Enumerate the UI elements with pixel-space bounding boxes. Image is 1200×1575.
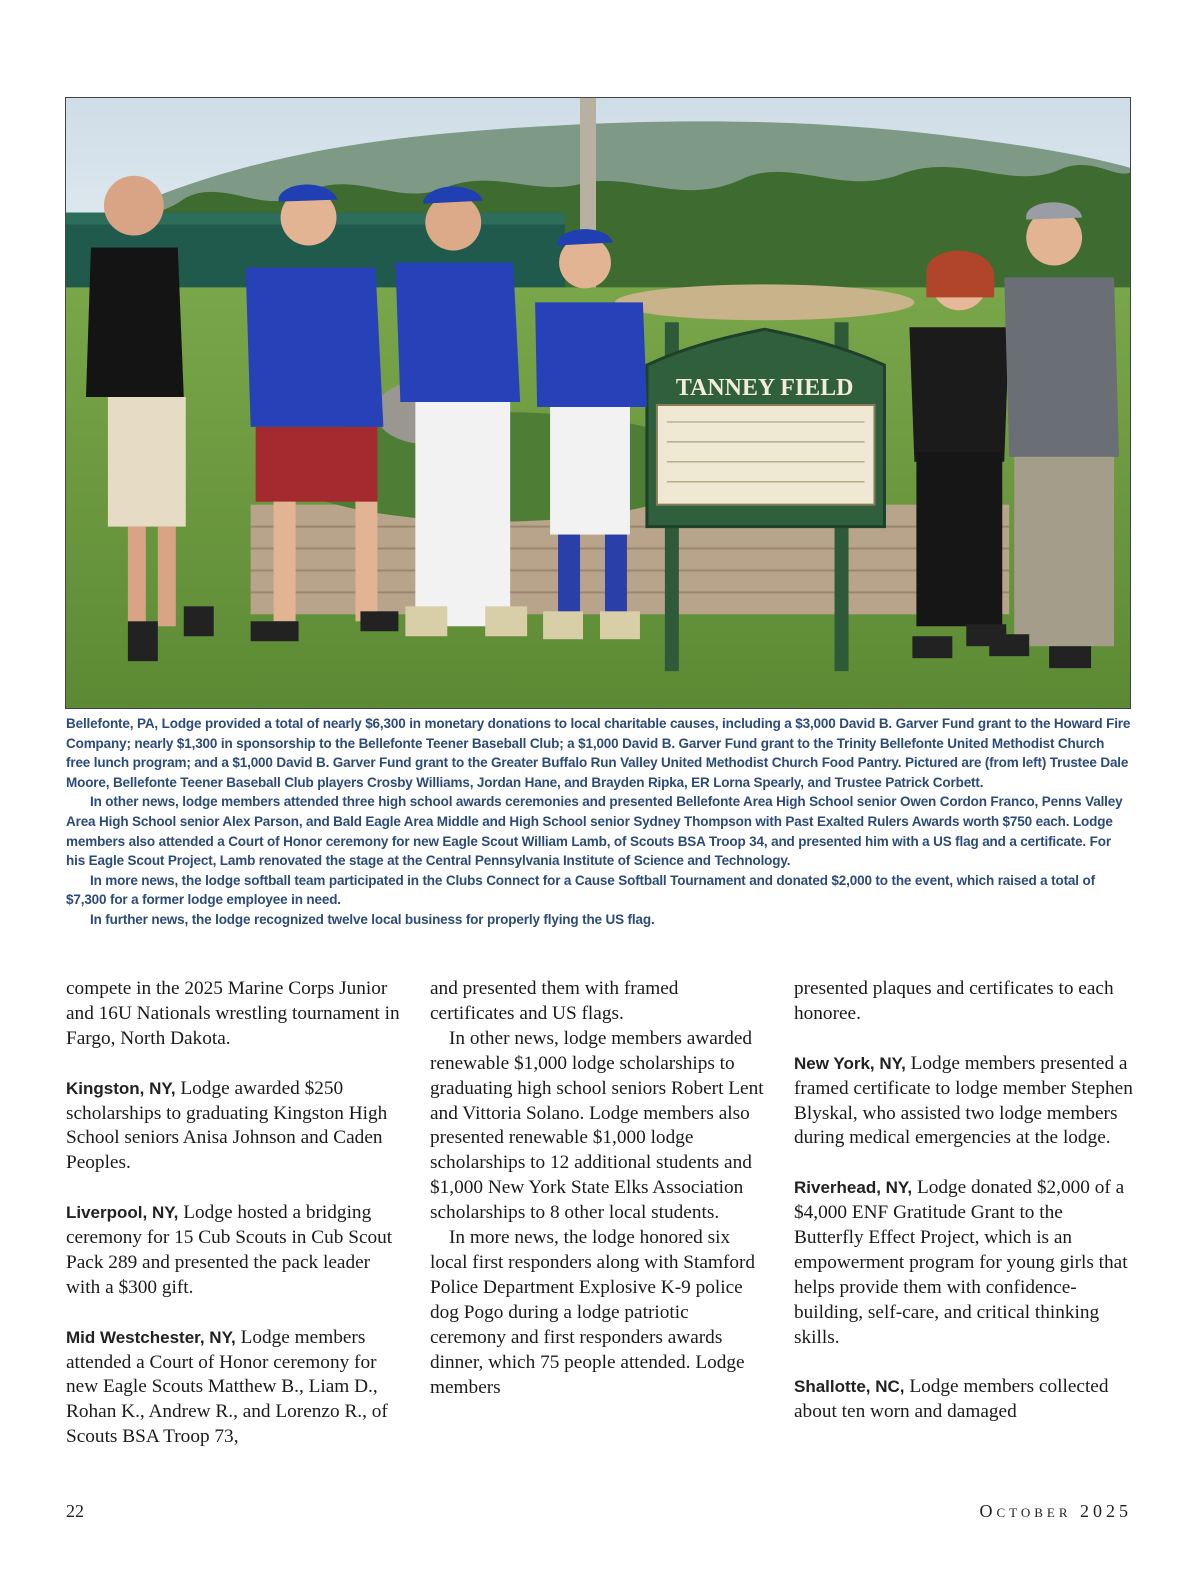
page-number: 22 xyxy=(66,1501,84,1521)
text-mid-westchester: Lodge members attended a Court of Honor ceremony for new Eagle Scouts Matthew B., Liam D., Rohan K., Andrew R., and Lorenzo R., of Scouts BSA Troop 73, xyxy=(66,1326,388,1448)
entry-new-york xyxy=(794,1052,1134,1152)
entry-kingston xyxy=(66,1077,406,1177)
entry-liverpool xyxy=(66,1201,406,1301)
col2-paragraph-2: In other news, lodge members awarded renewable $1,000 lodge scholarships to graduating high school seniors Robert Lent and Vittoria Solano. Lodge members also presented renewable $1,000 lodge scholarships to 12 additional students and $1,000 New York State Elks Association scholarships to 8 other local students. xyxy=(430,1027,764,1224)
column-1 xyxy=(66,977,406,1450)
caption-paragraph-2: In other news, lodge members attended three high school awards ceremonies and presented Bellefonte Area High School senior Owen Cordon Franco, Penns Valley Area High School senior Alex Parson, and Bald Eagle Area Middle and High School senior Sydney Thompson with Past Exalted Rulers Awards worth $750 each. Lodge members also attended a Court of Honor ceremony for new Eagle Scout William Lamb, of Scouts BSA Troop 34, and presented him with a US flag and a certificate. For his Eagle Scout Project, Lamb renovated the stage at the Central Pennsylvania Institute of Science and Technology. xyxy=(66,794,1123,869)
caption-paragraph-3: In more news, the lodge softball team participated in the Clubs Connect for a Cause Softball Tournament and donated $2,000 to the event, which raised a total of $7,300 for a former lodge employee in need. xyxy=(66,872,1095,908)
text-riverhead: Lodge donated $2,000 of a $4,000 ENF Gratitude Grant to the Butterfly Effect Project, which is an empowerment program for young girls that helps provide them with confidence-building, self-care, and critical thinking skills. xyxy=(794,1177,1128,1348)
dateline-riverhead: Riverhead, NY, xyxy=(794,1178,913,1198)
column-3 xyxy=(794,977,1134,1425)
text-kingston: Lodge awarded $250 scholarships to graduating Kingston High School seniors Anisa Johnson and Caden Peoples. xyxy=(66,1077,388,1174)
photo-illustration xyxy=(66,98,1130,708)
dateline-mid-westchester: Mid Westchester, NY, xyxy=(66,1327,236,1347)
sign-title: TANNEY FIELD xyxy=(675,375,854,402)
dateline-shallotte: Shallotte, NC, xyxy=(794,1377,905,1397)
caption-paragraph-1 xyxy=(66,714,1132,792)
caption-paragraph-4: In further news, the lodge recognized twelve local business for properly flying the US flag. xyxy=(90,911,655,927)
caption-text-1: Lodge provided a total of nearly $6,300 in monetary donations to local charitable causes, including a $3,000 David B. Garver Fund grant to the Howard Fire Company; nearly $1,300 in sponsorship to the Bellefonte Teener Baseball Club; a $1,000 David B. Garver Fund grant to the Trinity Bellefonte United Methodist Church free lunch program; and a $1,000 David B. Garver Fund grant to the Greater Buffalo Run Valley United Methodist Church Food Pantry. Pictured are (from left) Trustee Dale Moore, Bellefonte Teener Baseball Club players Crosby Williams, Jordan Hane, and Brayden Ripka, ER Lorna Spearly, and Trustee Patrick Corbett. xyxy=(66,716,1131,790)
photo-caption xyxy=(66,714,1132,930)
text-new-york: Lodge members presented a framed certificate to lodge member Stephen Blyskal, who assisted two lodge members during medical emergencies at the lodge. xyxy=(794,1052,1133,1149)
entry-mid-westchester xyxy=(66,1326,406,1451)
dateline-liverpool: Liverpool, NY, xyxy=(66,1203,179,1223)
col2-paragraph-1: and presented them with framed certificates and US flags. xyxy=(430,978,679,1024)
entry-riverhead xyxy=(794,1176,1134,1350)
col2-paragraph-3: In more news, the lodge honored six local first responders along with Stamford Police Department Explosive K-9 police dog Pogo during a lodge patriotic ceremony and first responders awards dinner, which 75 people attended. Lodge members xyxy=(430,1227,756,1398)
group-photo xyxy=(65,97,1131,709)
caption-dateline: Bellefonte, PA, xyxy=(66,716,159,731)
issue-date: October 2025 xyxy=(979,1501,1132,1521)
infield-dirt xyxy=(615,284,914,320)
col3-intro: presented plaques and certificates to each honoree. xyxy=(794,978,1114,1024)
text-liverpool: Lodge hosted a bridging ceremony for 15 Cub Scouts in Cub Scout Pack 289 and presented the pack leader with a $300 gift. xyxy=(66,1202,393,1298)
dateline-kingston: Kingston, NY, xyxy=(66,1078,176,1098)
col1-intro: compete in the 2025 Marine Corps Junior and 16U Nationals wrestling tournament in Fargo, North Dakota. xyxy=(66,978,400,1049)
dateline-new-york: New York, NY, xyxy=(794,1053,906,1073)
entry-shallotte xyxy=(794,1375,1134,1425)
text-shallotte: Lodge members collected about ten worn and damaged xyxy=(794,1376,1109,1423)
column-2 xyxy=(430,977,766,1400)
